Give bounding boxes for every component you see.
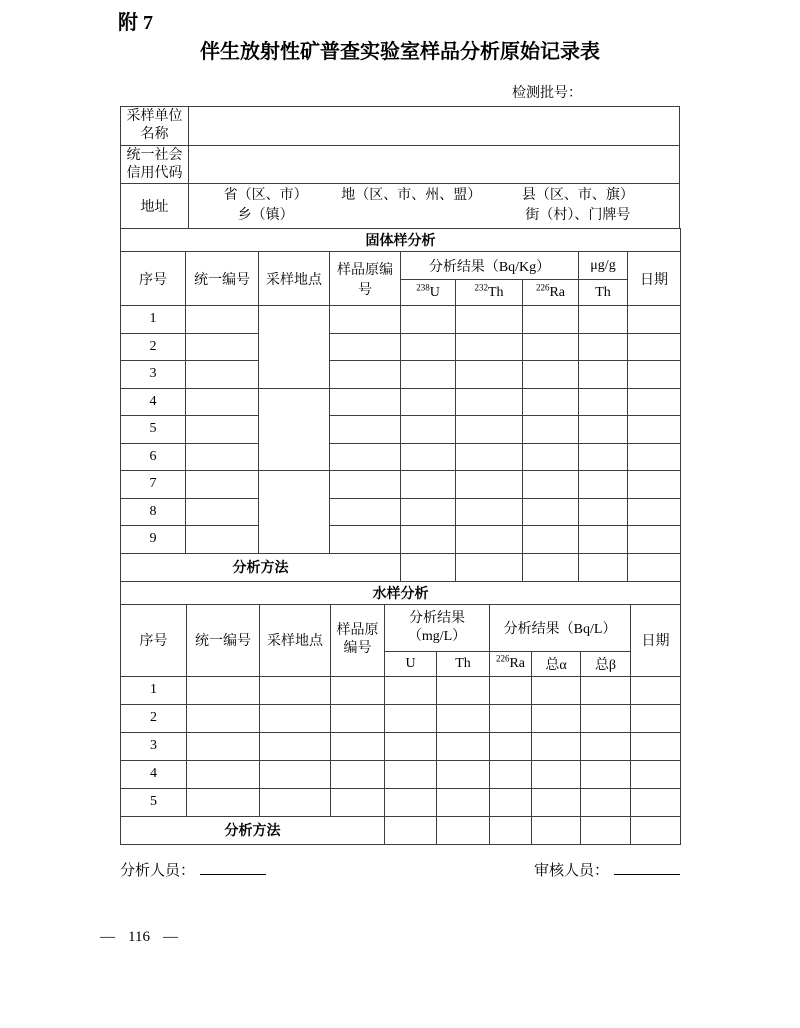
row-index-cell: 1 <box>121 306 186 334</box>
analysis-method-row <box>121 816 681 844</box>
header-original-no: 样品原编号 <box>330 252 401 306</box>
reviewer-label: 审核人员： <box>533 863 609 879</box>
cell-th232 <box>456 443 523 471</box>
cell-date <box>628 416 681 444</box>
cell-total-alpha <box>532 732 581 760</box>
page-number-value: 116 <box>128 929 150 945</box>
batch-number-label: 检测批号： <box>512 86 582 101</box>
location-cell <box>260 788 331 816</box>
cell-u238 <box>401 306 456 334</box>
method-cell-th <box>437 816 490 844</box>
original-no-cell <box>330 333 401 361</box>
cell-u238 <box>401 361 456 389</box>
original-no-cell <box>331 732 385 760</box>
location-cell <box>259 471 330 554</box>
unified-no-cell <box>187 676 260 704</box>
cell-u238 <box>401 416 456 444</box>
table-row <box>121 498 681 526</box>
solid-section-title: 固体样分析 <box>121 229 681 252</box>
address-label: 地址 <box>121 184 189 229</box>
cell-th232 <box>456 471 523 499</box>
cell-date <box>628 306 681 334</box>
cell-date <box>631 676 681 704</box>
analyst-blank-line <box>200 858 266 875</box>
row-index-cell: 4 <box>121 760 187 788</box>
original-no-cell <box>330 416 401 444</box>
unified-no-cell <box>186 443 259 471</box>
original-no-cell <box>331 760 385 788</box>
cell-th232 <box>456 333 523 361</box>
cell-th-ugg <box>579 333 628 361</box>
address-province-label: 省（区、市） <box>223 188 308 203</box>
method-cell-date <box>631 816 681 844</box>
cell-th-ugg <box>579 361 628 389</box>
table-row <box>121 704 681 732</box>
cell-total-alpha <box>532 704 581 732</box>
row-index-cell: 6 <box>121 443 186 471</box>
row-index-cell: 5 <box>121 416 186 444</box>
table-row <box>121 333 681 361</box>
cell-u238 <box>401 333 456 361</box>
header-original-no: 样品原 编号 <box>331 604 385 676</box>
cell-total-beta <box>581 732 631 760</box>
original-no-cell <box>331 676 385 704</box>
row-index-cell: 7 <box>121 471 186 499</box>
cell-th-ugg <box>579 416 628 444</box>
cell-u238 <box>401 471 456 499</box>
address-value-cell <box>189 184 680 229</box>
header-ra226: $^{226}$Ra <box>523 280 579 306</box>
unified-no-cell <box>187 760 260 788</box>
method-cell-u <box>385 816 437 844</box>
analyst-label: 分析人员： <box>120 863 196 879</box>
water-sample-table <box>120 581 681 845</box>
cell-date <box>628 526 681 554</box>
unified-no-cell <box>186 526 259 554</box>
cell-ra226 <box>523 306 579 334</box>
header-th: Th <box>437 651 490 676</box>
credit-code-value-cell <box>189 146 680 184</box>
original-no-cell <box>330 306 401 334</box>
form-tables <box>120 106 680 845</box>
header-unified-no: 统一编号 <box>186 252 259 306</box>
original-no-cell <box>331 788 385 816</box>
row-index-cell: 9 <box>121 526 186 554</box>
table-row <box>121 526 681 554</box>
cell-u238 <box>401 443 456 471</box>
cell-th-ugg <box>579 471 628 499</box>
analyst-signature <box>120 858 266 880</box>
location-cell <box>260 704 331 732</box>
header-index: 序号 <box>121 252 186 306</box>
cell-total-beta <box>581 760 631 788</box>
header-total-alpha: 总α <box>532 651 581 676</box>
location-cell <box>259 306 330 389</box>
location-cell <box>259 388 330 471</box>
cell-th-ugg <box>579 526 628 554</box>
method-cell-date <box>628 553 681 581</box>
analysis-method-label: 分析方法 <box>121 816 385 844</box>
unified-no-cell <box>187 704 260 732</box>
table-row <box>121 788 681 816</box>
cell-th-ugg <box>579 306 628 334</box>
method-cell-th-ugg <box>579 553 628 581</box>
address-street-label: 街（村）、门牌号 <box>525 208 631 223</box>
page-number <box>100 929 178 946</box>
method-cell-ra226 <box>490 816 532 844</box>
cell-date <box>628 333 681 361</box>
cell-ra226 <box>490 760 532 788</box>
table-row <box>121 732 681 760</box>
solid-sample-table <box>120 228 681 582</box>
unified-no-cell <box>186 361 259 389</box>
unified-no-cell <box>186 388 259 416</box>
analysis-method-label: 分析方法 <box>121 553 401 581</box>
signature-footer <box>120 858 680 880</box>
cell-total-alpha <box>532 760 581 788</box>
credit-code-label: 统一社会 信用代码 <box>121 146 189 184</box>
cell-date <box>628 388 681 416</box>
table-row <box>121 361 681 389</box>
cell-th232 <box>456 416 523 444</box>
sampling-unit-value-cell <box>189 107 680 146</box>
header-th232: $^{232}$Th <box>456 280 523 306</box>
sampling-unit-label: 采样单位 名称 <box>121 107 189 146</box>
reviewer-blank-line <box>614 858 680 875</box>
cell-u <box>385 788 437 816</box>
cell-date <box>628 498 681 526</box>
location-cell <box>260 760 331 788</box>
cell-th232 <box>456 306 523 334</box>
row-index-cell: 2 <box>121 333 186 361</box>
cell-th-ugg <box>579 388 628 416</box>
row-index-cell: 2 <box>121 704 187 732</box>
original-no-cell <box>330 388 401 416</box>
row-index-cell: 3 <box>121 361 186 389</box>
cell-total-beta <box>581 788 631 816</box>
row-index-cell: 5 <box>121 788 187 816</box>
table-row <box>121 676 681 704</box>
table-row <box>121 443 681 471</box>
cell-ra226 <box>490 732 532 760</box>
cell-ra226 <box>523 443 579 471</box>
unified-no-cell <box>186 333 259 361</box>
cell-th-ugg <box>579 498 628 526</box>
original-no-cell <box>330 443 401 471</box>
location-cell <box>260 676 331 704</box>
attachment-label: 附 7 <box>118 12 153 34</box>
cell-u <box>385 732 437 760</box>
cell-th <box>437 788 490 816</box>
table-row <box>121 388 681 416</box>
cell-th232 <box>456 498 523 526</box>
water-section-row <box>121 581 681 604</box>
row-index-cell: 8 <box>121 498 186 526</box>
cell-date <box>631 788 681 816</box>
cell-ra226 <box>523 416 579 444</box>
address-county-label: 县（区、市、旗） <box>521 188 634 203</box>
cell-th232 <box>456 388 523 416</box>
cell-date <box>628 361 681 389</box>
table-row <box>121 760 681 788</box>
unified-no-cell <box>186 416 259 444</box>
cell-ra226 <box>490 676 532 704</box>
unified-no-cell <box>187 788 260 816</box>
row-index-cell: 3 <box>121 732 187 760</box>
cell-th232 <box>456 361 523 389</box>
reviewer-signature <box>534 858 680 880</box>
cell-date <box>631 760 681 788</box>
header-result-mgl: 分析结果 （mg/L） <box>385 604 490 651</box>
original-no-cell <box>331 704 385 732</box>
header-ugg: μg/g <box>579 252 628 280</box>
cell-u238 <box>401 526 456 554</box>
original-no-cell <box>330 471 401 499</box>
credit-code-row <box>121 146 680 184</box>
water-header-row-1 <box>121 604 681 651</box>
method-cell-total-alpha <box>532 816 581 844</box>
cell-u238 <box>401 388 456 416</box>
cell-u <box>385 760 437 788</box>
cell-th <box>437 676 490 704</box>
method-cell-th232 <box>456 553 523 581</box>
info-table <box>120 106 680 229</box>
cell-th232 <box>456 526 523 554</box>
solid-section-row <box>121 229 681 252</box>
table-row <box>121 471 681 499</box>
cell-th <box>437 704 490 732</box>
cell-ra226 <box>490 704 532 732</box>
address-township-label: 乡（镇） <box>237 208 294 223</box>
row-index-cell: 1 <box>121 676 187 704</box>
cell-th <box>437 760 490 788</box>
cell-u <box>385 676 437 704</box>
cell-u <box>385 704 437 732</box>
original-no-cell <box>330 526 401 554</box>
water-section-title: 水样分析 <box>121 581 681 604</box>
row-index-cell: 4 <box>121 388 186 416</box>
cell-date <box>631 704 681 732</box>
unified-no-cell <box>186 306 259 334</box>
sampling-unit-row <box>121 107 680 146</box>
header-date: 日期 <box>628 252 681 306</box>
cell-th <box>437 732 490 760</box>
header-th-ugg: Th <box>579 280 628 306</box>
header-result-bql: 分析结果（Bq/L） <box>490 604 631 651</box>
cell-ra226 <box>490 788 532 816</box>
cell-total-beta <box>581 676 631 704</box>
address-prefecture-label: 地（区、市、州、盟） <box>341 188 482 203</box>
analysis-method-row <box>121 553 681 581</box>
unified-no-cell <box>187 732 260 760</box>
cell-total-beta <box>581 704 631 732</box>
solid-header-row-1 <box>121 252 681 280</box>
cell-ra226 <box>523 361 579 389</box>
header-unified-no: 统一编号 <box>187 604 260 676</box>
cell-total-alpha <box>532 676 581 704</box>
header-u238: $^{238}$U <box>401 280 456 306</box>
unified-no-cell <box>186 471 259 499</box>
original-no-cell <box>330 361 401 389</box>
page-title: 伴生放射性矿普查实验室样品分析原始记录表 <box>200 41 600 63</box>
original-no-cell <box>330 498 401 526</box>
cell-date <box>628 443 681 471</box>
header-u: U <box>385 651 437 676</box>
cell-total-alpha <box>532 788 581 816</box>
cell-ra226 <box>523 333 579 361</box>
table-row <box>121 416 681 444</box>
cell-th-ugg <box>579 443 628 471</box>
cell-u238 <box>401 498 456 526</box>
cell-ra226 <box>523 526 579 554</box>
cell-date <box>628 471 681 499</box>
method-cell-u238 <box>401 553 456 581</box>
page-number-dash: — <box>162 929 178 945</box>
cell-ra226 <box>523 471 579 499</box>
location-cell <box>260 732 331 760</box>
header-date: 日期 <box>631 604 681 676</box>
header-total-beta: 总β <box>581 651 631 676</box>
header-index: 序号 <box>121 604 187 676</box>
cell-ra226 <box>523 498 579 526</box>
table-row <box>121 306 681 334</box>
page-number-dash: — <box>100 929 115 945</box>
cell-date <box>631 732 681 760</box>
method-cell-ra226 <box>523 553 579 581</box>
method-cell-total-beta <box>581 816 631 844</box>
unified-no-cell <box>186 498 259 526</box>
header-ra226: $^{226}$Ra <box>490 651 532 676</box>
header-location: 采样地点 <box>260 604 331 676</box>
header-result-bqkg: 分析结果（Bq/Kg） <box>401 252 579 280</box>
cell-ra226 <box>523 388 579 416</box>
header-location: 采样地点 <box>259 252 330 306</box>
address-row <box>121 184 680 229</box>
